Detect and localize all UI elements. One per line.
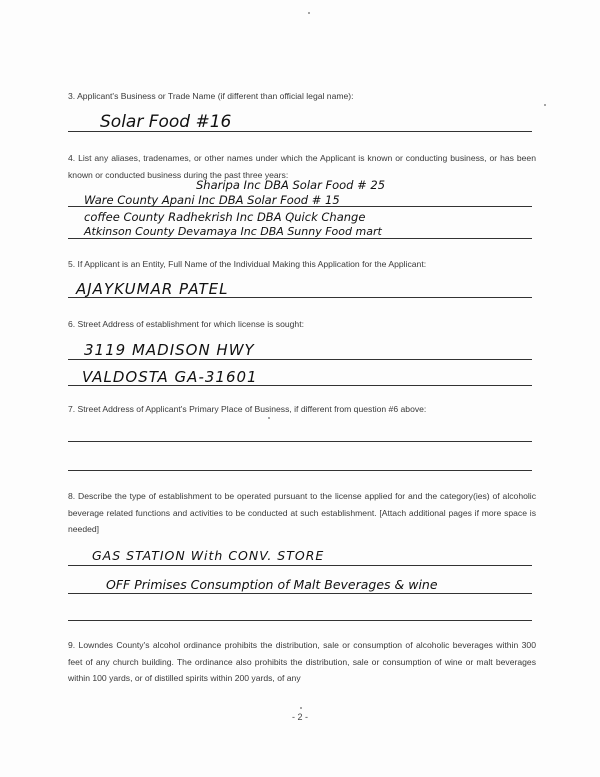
question-4-line-1 <box>68 206 532 207</box>
question-6-label: 6. Street Address of establishment for which license is sought: <box>68 319 304 329</box>
question-8-label: 8. Describe the type of establishment to be operated pursuant to the license applied for and the category(ies) of alcoholic beverage related functions and activities to be conducted at such establishment. [Attach additional pages if more space is needed] <box>68 491 536 534</box>
question-4-answer-3: coffee County Radhekrish Inc DBA Quick Change <box>84 210 366 224</box>
question-4-answer-4: Atkinson County Devamaya Inc DBA Sunny Food mart <box>84 225 382 238</box>
scan-speck <box>544 104 546 106</box>
scan-speck <box>300 707 302 709</box>
question-7-label: 7. Street Address of Applicant's Primary Place of Business, if different from question #6 above: <box>68 404 427 414</box>
question-3-label: 3. Applicant's Business or Trade Name (if different than official legal name): <box>68 91 354 101</box>
question-8-answer-1: GAS STATION With CONV. STORE <box>92 548 325 563</box>
question-4-answer-2: Ware County Apani Inc DBA Solar Food # 15 <box>84 193 340 207</box>
question-8-answer-2: OFF Primises Consumption of Malt Beverages & wine <box>106 577 438 592</box>
question-6-line-1 <box>68 359 532 360</box>
question-8-line-2 <box>68 593 532 594</box>
question-6-line-2 <box>68 385 532 386</box>
scan-speck <box>308 12 310 14</box>
question-8-line-1 <box>68 565 532 566</box>
question-5-label: 5. If Applicant is an Entity, Full Name of the Individual Making this Application for the Applicant: <box>68 259 427 269</box>
question-9-label: 9. Lowndes County's alcohol ordinance prohibits the distribution, sale or consumption of alcoholic beverages within 300 feet of any church building. The ordinance also prohibits the distribution, sale or consumption of wine or malt beverages within 100 yards, or of distilled spirits within 200 yards, of any <box>68 640 536 683</box>
question-7-line-2 <box>68 470 532 471</box>
page-number: - 2 - <box>291 712 308 722</box>
question-3-answer: Solar Food #16 <box>100 112 232 132</box>
question-4-answer-1: Sharipa Inc DBA Solar Food # 25 <box>196 178 386 192</box>
question-4-line-2 <box>68 238 532 239</box>
scan-speck <box>268 417 270 419</box>
question-5-line <box>68 297 532 298</box>
question-6-answer-1: 3119 MADISON HWY <box>84 341 255 359</box>
question-6-answer-2: VALDOSTA GA-31601 <box>82 368 258 386</box>
question-7-line-1 <box>68 441 532 442</box>
question-5-answer: AJAYKUMAR PATEL <box>76 280 229 298</box>
question-8-line-3 <box>68 620 532 621</box>
question-4-label: 4. List any aliases, tradenames, or other names under which the Applicant is known or conducting business, or has been known or conducted business during the past three years: <box>68 153 536 180</box>
question-3-line <box>68 131 532 132</box>
